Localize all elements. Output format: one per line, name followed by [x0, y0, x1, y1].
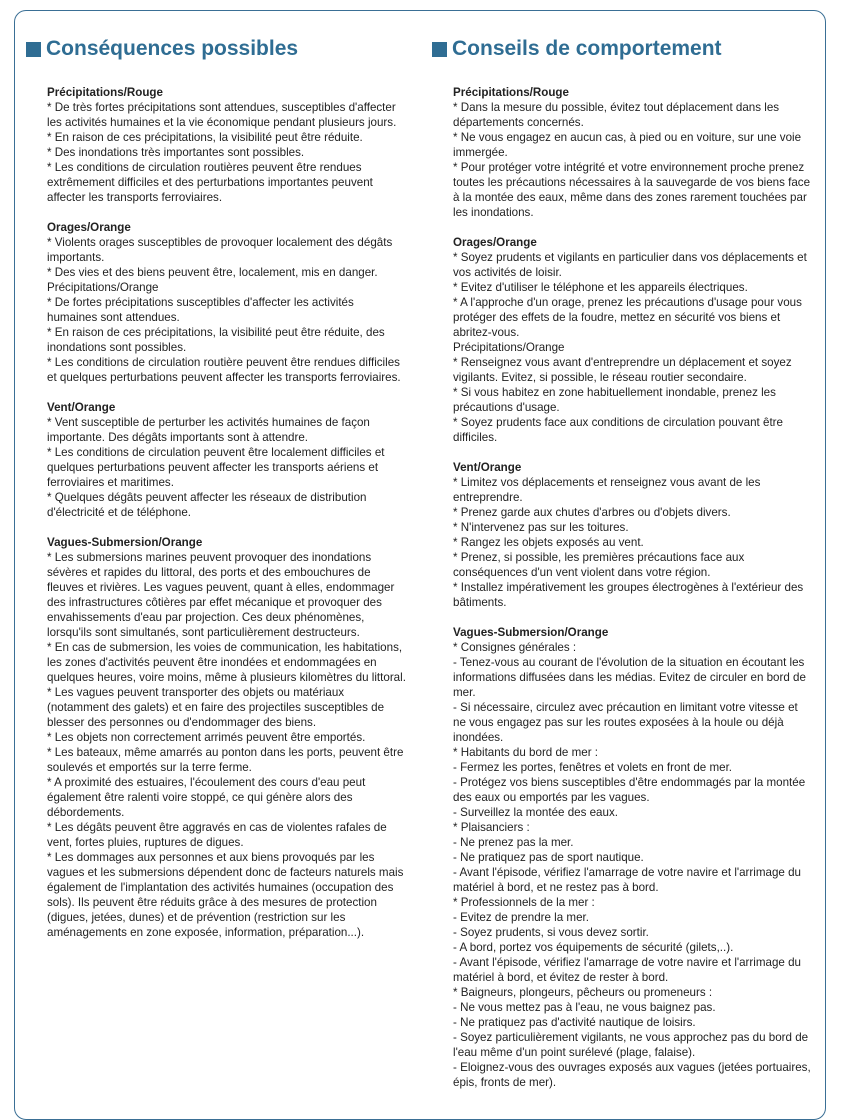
section-line: * Les bateaux, même amarrés au ponton dans les ports, peuvent être soulevés et emportés sur la terre ferme. [47, 746, 404, 774]
section-title: Vent/Orange [453, 461, 522, 474]
section-line: * Prenez, si possible, les premières précautions face aux conséquences d'un vent violent dans votre région. [453, 551, 745, 579]
section-line: - Eloignez-vous des ouvrages exposés aux vagues (jetées portuaires, épis, fronts de mer). [453, 1061, 811, 1089]
section-line: - Evitez de prendre la mer. [453, 911, 589, 924]
section-line: * Pour protéger votre intégrité et votre environnement proche prenez toutes les précautions nécessaires à la sauvegarde de vos biens face à la montée des eaux, même dans des zones rarement touchées par les inondations. [453, 161, 811, 219]
section-line: * Les dégâts peuvent être aggravés en cas de violentes rafales de vent, fortes pluies, ruptures de digues. [47, 821, 387, 849]
section-line: - Surveillez la montée des eaux. [453, 806, 618, 819]
section-line: * En raison de ces précipitations, la visibilité peut être réduite, des inondations sont possibles. [47, 326, 385, 354]
section-line: * Les submersions marines peuvent provoquer des inondations sévères et rapides du littoral, des ports et des embouchures de fleuves et rivières. Les vagues peuvent, quant à elles, endommager des infrastructures côtières par effet mécanique et provoquer des envahissements d'eau par projection. Ces deux phénomènes, lorsqu'ils sont simultanés, sont particulièrement destructeurs. [47, 551, 395, 639]
section-block [47, 85, 407, 205]
section-block [453, 235, 813, 445]
section-line: - Avant l'épisode, vérifiez l'amarrage de votre navire et l'arrimage du matériel à bord, et ne restez pas à bord. [453, 866, 801, 894]
section-line: * Soyez prudents et vigilants en particulier dans vos déplacements et vos activités de loisir. [453, 251, 807, 279]
section-line: * Soyez prudents face aux conditions de circulation pouvant être difficiles. [453, 416, 783, 444]
section-line: * Des vies et des biens peuvent être, localement, mis en danger. [47, 266, 378, 279]
section-line: - Ne pratiquez pas de sport nautique. [453, 851, 644, 864]
section-block [453, 85, 813, 220]
section-line: * Prenez garde aux chutes d'arbres ou d'objets divers. [453, 506, 731, 519]
section-line: * Plaisanciers : [453, 821, 530, 834]
section-block [47, 400, 407, 520]
section-line: - Ne prenez pas la mer. [453, 836, 574, 849]
section-line: * Quelques dégâts peuvent affecter les réseaux de distribution d'électricité et de téléphone. [47, 491, 367, 519]
section-title: Précipitations/Rouge [47, 86, 163, 99]
section-title: Vagues-Submersion/Orange [453, 626, 609, 639]
section-line: * Installez impérativement les groupes électrogènes à l'extérieur des bâtiments. [453, 581, 804, 609]
square-bullet-icon [26, 42, 41, 57]
square-bullet-icon [432, 42, 447, 57]
section-line: * Les objets non correctement arrimés peuvent être emportés. [47, 731, 366, 744]
section-line: * Si vous habitez en zone habituellement inondable, prenez les précautions d'usage. [453, 386, 776, 414]
section-line: * Ne vous engagez en aucun cas, à pied ou en voiture, sur une voie immergée. [453, 131, 802, 159]
section-line: * Renseignez vous avant d'entreprendre un déplacement et soyez vigilants. Evitez, si possible, le réseau routier secondaire. [453, 356, 792, 384]
advice-body [432, 85, 813, 1090]
section-line: - Soyez prudents, si vous devez sortir. [453, 926, 649, 939]
section-line: - Protégez vos biens susceptibles d'être endommagés par la montée des eaux ou emportés par les vagues. [453, 776, 806, 804]
section-line: * Les conditions de circulation routières peuvent être rendues extrêmement difficiles et des perturbations importantes peuvent affecter les transports ferroviaires. [47, 161, 373, 204]
advice-heading-text: Conseils de comportement [452, 37, 722, 60]
section-line: * Limitez vos déplacements et renseignez vous avant de les entreprendre. [453, 476, 761, 504]
section-block [47, 535, 407, 940]
section-line: - Soyez particulièrement vigilants, ne vous approchez pas du bord de l'eau même d'un point surélevé (plage, falaise). [453, 1031, 809, 1059]
section-title: Orages/Orange [47, 221, 131, 234]
section-line: * A l'approche d'un orage, prenez les précautions d'usage pour vous protéger des effets de la foudre, mettez en sécurité vos biens et abritez-vous. [453, 296, 802, 339]
advice-column [432, 36, 812, 1105]
section-line: * Les conditions de circulation peuvent être localement difficiles et quelques perturbations peuvent affecter les transports aériens et ferroviaires et maritimes. [47, 446, 385, 489]
section-title: Vagues-Submersion/Orange [47, 536, 203, 549]
section-line: * Les conditions de circulation routière peuvent être rendues difficiles et quelques perturbations peuvent affecter les transports ferroviaires. [47, 356, 401, 384]
section-line: * En cas de submersion, les voies de communication, les habitations, les zones d'activités peuvent être inondées et endommagées en quelques heures, voire moins, même à plusieurs kilomètres du littoral. [47, 641, 406, 684]
section-line: * Les vagues peuvent transporter des objets ou matériaux (notamment des galets) et en faire des projectiles susceptibles de blesser des personnes ou d'endommager des biens. [47, 686, 385, 729]
section-line: * Professionnels de la mer : [453, 896, 595, 909]
section-line: - Ne pratiquez pas d'activité nautique de loisirs. [453, 1016, 696, 1029]
section-block [47, 220, 407, 385]
consequences-body [26, 85, 407, 940]
section-line: * Rangez les objets exposés au vent. [453, 536, 644, 549]
section-title: Précipitations/Rouge [453, 86, 569, 99]
section-line: - Ne vous mettez pas à l'eau, ne vous baignez pas. [453, 1001, 716, 1014]
section-line: - Tenez-vous au courant de l'évolution de la situation en écoutant les informations diffusées dans les médias. Evitez de circuler en bord de mer. [453, 656, 806, 699]
section-line: * N'intervenez pas sur les toitures. [453, 521, 629, 534]
section-line: * En raison de ces précipitations, la visibilité peut être réduite. [47, 131, 363, 144]
section-line: * Consignes générales : [453, 641, 577, 654]
section-line: * A proximité des estuaires, l'écoulement des cours d'eau peut également être ralenti voire stoppé, ce qui génère alors des débordements. [47, 776, 366, 819]
section-line: - Avant l'épisode, vérifiez l'amarrage de votre navire et l'arrimage du matériel à bord, et évitez de rester à bord. [453, 956, 801, 984]
section-line: - Fermez les portes, fenêtres et volets en front de mer. [453, 761, 733, 774]
section-line: * De très fortes précipitations sont attendues, susceptibles d'affecter les activités humaines et la vie économique pendant plusieurs jours. [47, 101, 397, 129]
section-line: * Habitants du bord de mer : [453, 746, 599, 759]
section-title: Orages/Orange [453, 236, 537, 249]
section-line: * Vent susceptible de perturber les activités humaines de façon importante. Des dégâts importants sont à attendre. [47, 416, 370, 444]
section-line: - A bord, portez vos équipements de sécurité (gilets,..). [453, 941, 734, 954]
section-line: * Des inondations très importantes sont possibles. [47, 146, 305, 159]
section-line: * Evitez d'utiliser le téléphone et les appareils électriques. [453, 281, 748, 294]
section-block [453, 625, 813, 1090]
section-line: * Violents orages susceptibles de provoquer localement des dégâts importants. [47, 236, 393, 264]
section-line: * Les dommages aux personnes et aux biens provoqués par les vagues et les submersions dépendent donc de facteurs naturels mais également de l'implantation des activités humaines (occupation des sols). Ils peuvent être réduits grâce à des mesures de protection (digues, jetées, dunes) et de prévention (restriction sur les aménagements en zone exposée, information, préparation...). [47, 851, 404, 939]
section-title: Vent/Orange [47, 401, 116, 414]
consequences-heading [26, 36, 406, 62]
section-line: Précipitations/Orange [453, 341, 565, 354]
section-block [453, 460, 813, 610]
section-line: Précipitations/Orange [47, 281, 159, 294]
section-line: * Baigneurs, plongeurs, pêcheurs ou promeneurs : [453, 986, 713, 999]
section-line: - Si nécessaire, circulez avec précaution en limitant votre vitesse et ne vous engagez pas sur les routes exposées à la houle ou déjà inondées. [453, 701, 798, 744]
advice-heading [432, 36, 812, 62]
section-line: * Dans la mesure du possible, évitez tout déplacement dans les départements concernés. [453, 101, 780, 129]
consequences-column [26, 36, 406, 955]
section-line: * De fortes précipitations susceptibles d'affecter les activités humaines sont attendues. [47, 296, 354, 324]
consequences-heading-text: Conséquences possibles [46, 37, 299, 60]
